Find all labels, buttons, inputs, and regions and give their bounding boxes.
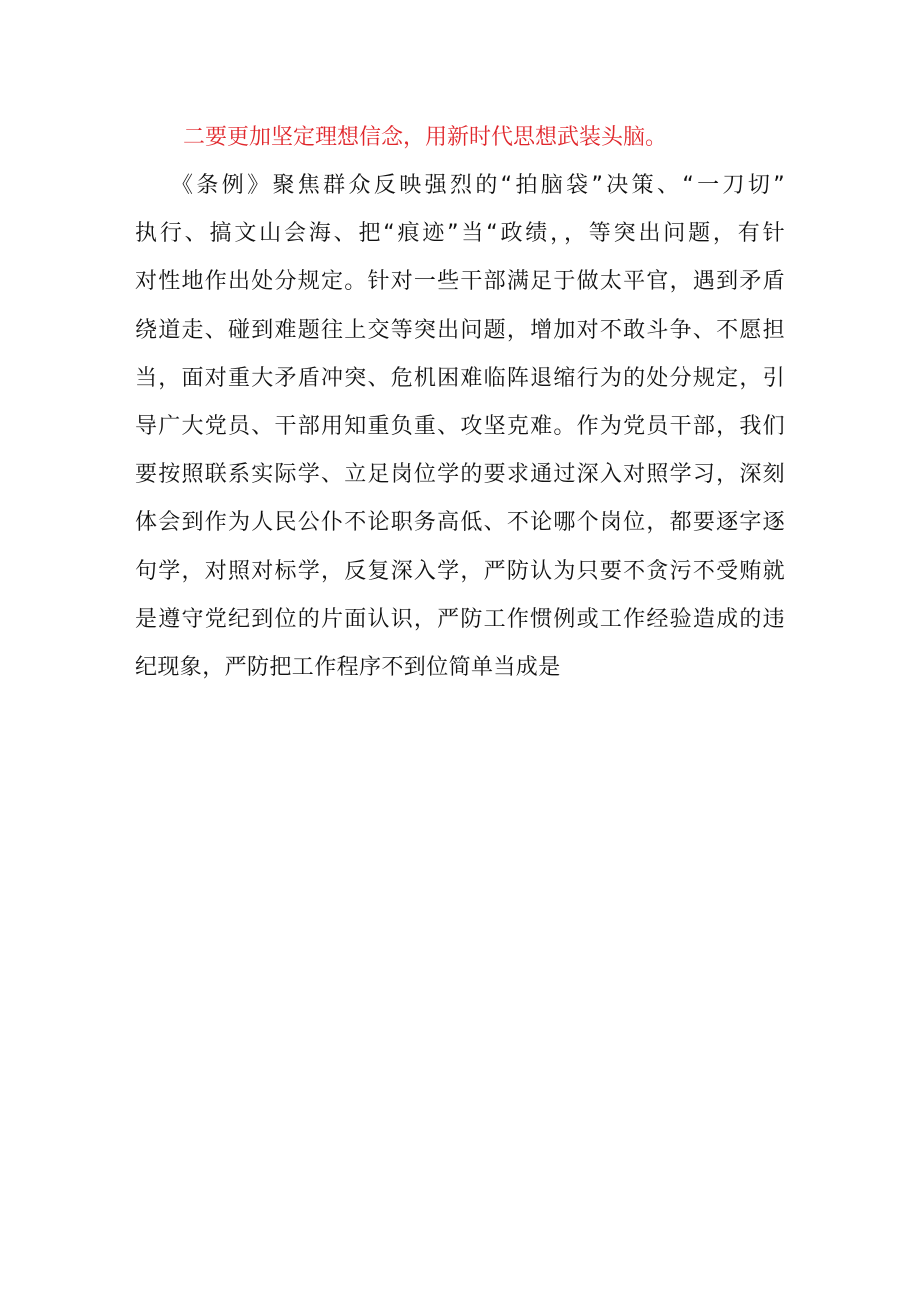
- paragraph-line: 纪现象，严防把工作程序不到位简单当成是: [135, 654, 561, 680]
- paragraph-line: 《条例》聚焦群众反映强烈的“拍脑袋”决策、“一刀切”: [171, 173, 785, 198]
- paragraph-line: 体会到作为人民公仆不论职务高低、不论哪个岗位，都要逐字逐: [135, 510, 785, 536]
- paragraph-line: 导广大党员、干部用知重负重、攻坚克难。作为党员干部，我们: [135, 413, 785, 439]
- paragraph-line: 对性地作出处分规定。针对一些干部满足于做太平官，遇到矛盾: [135, 269, 785, 295]
- paragraph-line: 当，面对重大矛盾冲突、危机困难临阵退缩行为的处分规定，引: [135, 365, 785, 391]
- section-heading: 二要更加坚定理想信念，用新时代思想武装头脑。: [183, 125, 668, 150]
- paragraph-line: 绕道走、碰到难题往上交等突出问题，增加对不敢斗争、不愿担: [135, 317, 785, 343]
- paragraph-line: 要按照联系实际学、立足岗位学的要求通过深入对照学习，深刻: [135, 462, 785, 488]
- document-content: [135, 114, 785, 692]
- paragraph-line: 句学，对照对标学，反复深入学，严防认为只要不贪污不受贿就: [135, 558, 785, 584]
- paragraph-line: 执行、搞文山会海、把“痕迹”当“政绩，，等突出问题，有针: [135, 221, 785, 247]
- body-paragraph: [135, 162, 785, 692]
- paragraph-line: 是遵守党纪到位的片面认识，严防工作惯例或工作经验造成的违: [135, 606, 785, 632]
